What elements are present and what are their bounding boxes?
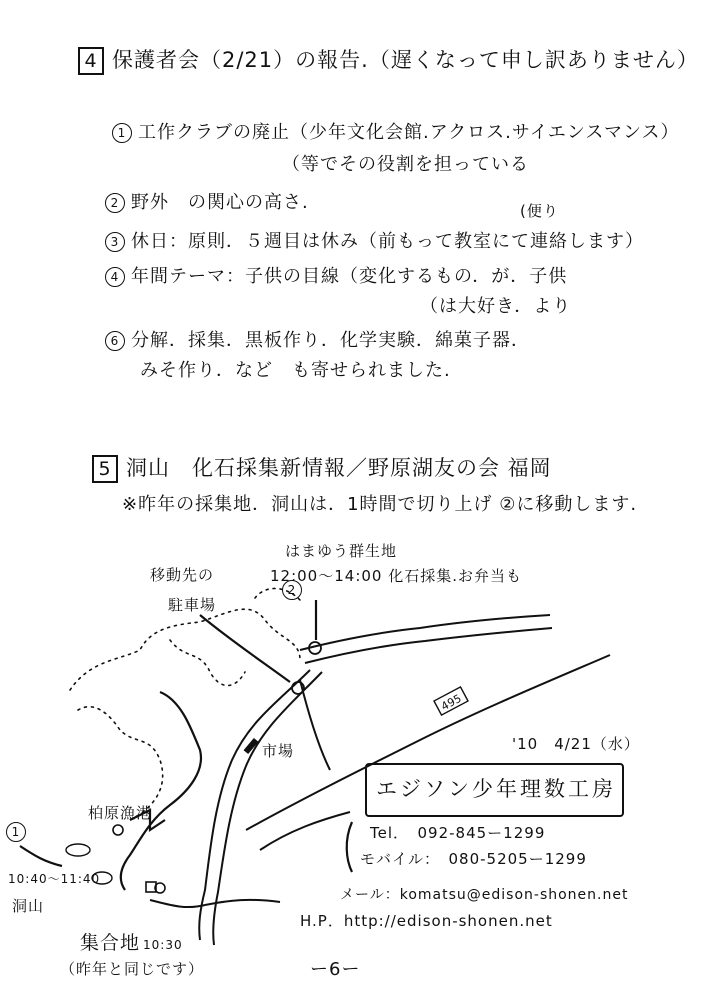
contact-brace [347, 822, 352, 872]
meeting-point-label [80, 928, 183, 955]
item-number: 1 [112, 123, 132, 143]
meeting-time: 10:30 [143, 938, 183, 952]
fishport-icon [113, 825, 123, 835]
coastline [170, 640, 245, 686]
site2-marker-label [282, 580, 308, 600]
item-number: 4 [105, 267, 125, 287]
site2-time-label: 12:00〜14:00 化石採集.お弁当も [270, 567, 522, 585]
secondary-road [300, 680, 330, 770]
item-number: 3 [105, 232, 125, 252]
site1-marker-label [6, 822, 32, 842]
hamayu-label: はまゆう群生地 [285, 542, 398, 560]
market-label: 市場 [262, 742, 295, 760]
meeting-note: （昨年と同じです） [60, 960, 205, 978]
section5-note: ※昨年の採集地．洞山は．1時間で切り上げ ②に移動します. [122, 494, 638, 515]
tel-label: Tel． 092-845ー1299 [370, 824, 546, 842]
list-item-continuation: みそ作り．など も寄せられました. [140, 360, 451, 381]
list-item-note: (便り [520, 202, 559, 220]
list-item-continuation: （は大好き．より [420, 296, 572, 317]
marker-number: 2 [282, 580, 302, 600]
secondary-road [150, 900, 205, 907]
section5-title: 洞山 化石採集新情報／野原湖友の会 福岡 [126, 456, 552, 480]
main-road [305, 628, 552, 663]
list-item-continuation: （等でその役割を担っている [282, 154, 529, 175]
item-text: 工作クラブの廃止（少年文化会館.アクロス.サイエンスマンス） [138, 122, 680, 143]
item-number: 2 [105, 193, 125, 213]
mobile-label: モバイル： 080-5205ー1299 [360, 850, 587, 868]
horayama-label: 洞山 [12, 897, 45, 915]
mail-label: メール：komatsu@edison-shonen.net [340, 887, 629, 903]
route-number: 495 [438, 691, 464, 714]
main-road [213, 672, 322, 945]
page-number: ー6ー [310, 959, 361, 980]
island [66, 844, 90, 856]
marker-number: 1 [6, 822, 26, 842]
item-number: 6 [105, 331, 125, 351]
shoreline [121, 692, 201, 890]
item-text: 野外 の関心の高さ. [131, 192, 309, 213]
parking-label-1: 移動先の [150, 566, 215, 584]
item-text: 休日：原則．５週目は休み（前もって教室にて連絡します） [131, 231, 644, 252]
homepage-label: H.P．http://edison-shonen.net [300, 912, 553, 930]
item-text: 年間テーマ：子供の目線（変化するもの．が．子供 [131, 266, 568, 287]
date-label: '10 4/21（水） [512, 735, 640, 753]
studio-name: エジソン少年理数工房 [376, 777, 616, 801]
section4-title: 保護者会（2/21）の報告.（遅くなって申し訳ありません） [112, 48, 699, 72]
arrow [20, 846, 62, 866]
secondary-road [260, 812, 350, 850]
fishport-label: 柏原漁港 [88, 804, 153, 822]
section4-number: 4 [78, 47, 104, 75]
meeting-label: 集合地 [80, 932, 141, 954]
item-text: 分解．採集．黒板作り．化学実験．綿菓子器． [131, 330, 530, 351]
site1-time-label: 10:40〜11:40 [8, 872, 101, 886]
coastline [70, 609, 300, 690]
section5-number: 5 [92, 455, 118, 483]
parking-label-2: 駐車場 [168, 596, 217, 614]
